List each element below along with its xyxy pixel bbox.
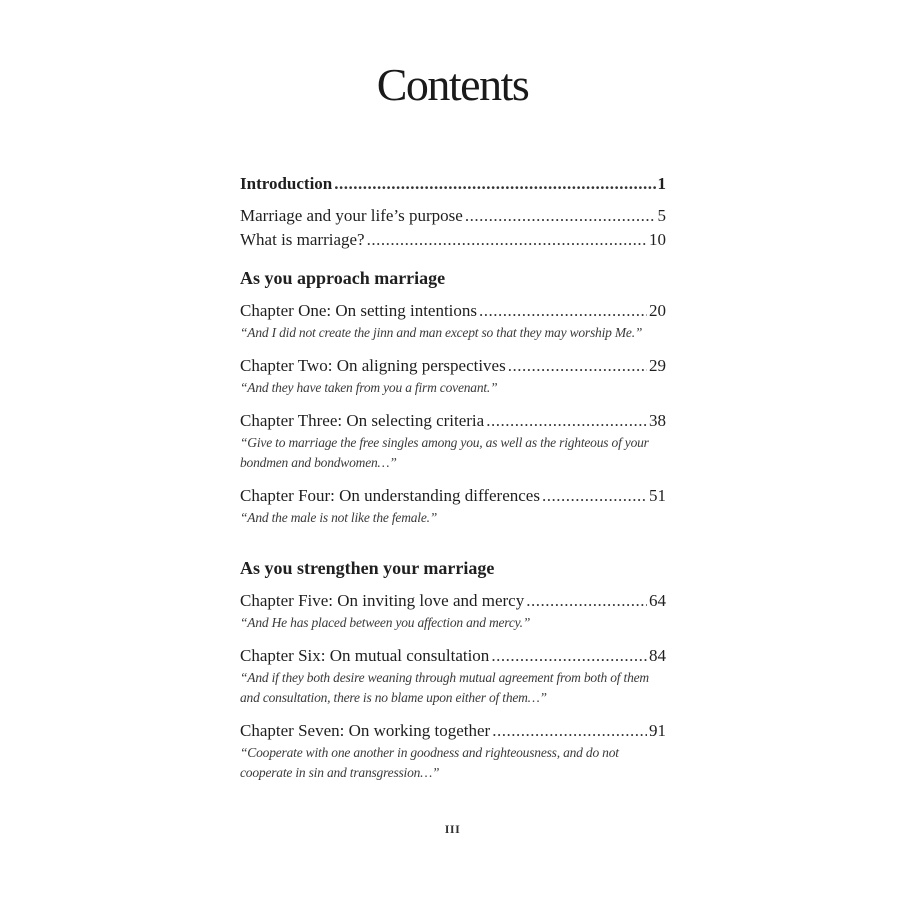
- chapter-quote: “Give to marriage the free singles among you, as well as the righteous of your bondmen and bondwomen…”: [240, 435, 649, 470]
- page-number: III: [444, 822, 461, 836]
- toc-entry-page: 20: [649, 301, 666, 320]
- dot-leader: [479, 299, 647, 323]
- chapter-quote: “And the male is not like the female.”: [240, 510, 438, 525]
- dot-leader: [367, 228, 647, 252]
- section-heading: As you strengthen your marriage: [240, 558, 495, 578]
- dot-leader: [491, 644, 647, 668]
- toc-chapter[interactable]: [240, 719, 666, 783]
- chapter-quote: “Cooperate with one another in goodness and righteousness, and do not cooperate in sin and transgression…”: [240, 745, 619, 780]
- toc-chapter[interactable]: [240, 299, 666, 343]
- toc-entry-label: Chapter One: On setting intentions: [240, 301, 478, 320]
- dot-leader: [465, 204, 656, 228]
- toc-chapter[interactable]: [240, 409, 666, 473]
- toc-entry-label: Chapter Two: On aligning perspectives: [240, 356, 506, 375]
- dot-leader: [508, 354, 647, 378]
- toc-entry-label: Marriage and your life’s purpose: [240, 206, 463, 225]
- page-title: Contents: [376, 59, 529, 110]
- dot-leader: [542, 484, 647, 508]
- toc-chapter[interactable]: [240, 484, 666, 528]
- toc-chapter[interactable]: [240, 354, 666, 398]
- chapter-quote: “And they have taken from you a firm covenant.”: [240, 380, 498, 395]
- chapter-quote: “And He has placed between you affection and mercy.”: [240, 615, 531, 630]
- dot-leader: [334, 172, 655, 196]
- toc-chapter[interactable]: [240, 644, 666, 708]
- toc-entry-page: 5: [657, 206, 666, 225]
- table-of-contents: [240, 172, 666, 783]
- toc-entry-label: What is marriage?: [240, 230, 365, 249]
- toc-intro-entry[interactable]: [240, 172, 666, 196]
- toc-entry-page: 1: [657, 174, 666, 193]
- toc-entry-page: 38: [649, 411, 666, 430]
- toc-entry-label: Introduction: [240, 174, 333, 193]
- chapter-quote: “And if they both desire weaning through mutual agreement from both of them and consultation, there is no blame upon either of them…”: [240, 670, 649, 705]
- toc-entry-page: 51: [649, 486, 666, 505]
- toc-entry-page: 64: [649, 591, 666, 610]
- toc-entry-label: Chapter Four: On understanding differences: [240, 486, 540, 505]
- dot-leader: [526, 589, 647, 613]
- toc-chapter[interactable]: [240, 589, 666, 633]
- dot-leader: [492, 719, 647, 743]
- toc-entry-page: 84: [649, 646, 666, 665]
- toc-entry-label: Chapter Three: On selecting criteria: [240, 411, 485, 430]
- toc-entry-label: Chapter Five: On inviting love and mercy: [240, 591, 525, 610]
- toc-entry-page: 91: [649, 721, 666, 740]
- toc-entry[interactable]: [240, 204, 666, 228]
- dot-leader: [486, 409, 647, 433]
- toc-entry[interactable]: [240, 228, 666, 252]
- toc-entry-label: Chapter Six: On mutual consultation: [240, 646, 490, 665]
- section-heading: As you approach marriage: [240, 268, 446, 288]
- chapter-quote: “And I did not create the jinn and man except so that they may worship Me.”: [240, 325, 643, 340]
- toc-entry-page: 29: [649, 356, 666, 375]
- toc-entry-label: Chapter Seven: On working together: [240, 721, 491, 740]
- toc-entry-page: 10: [649, 230, 666, 249]
